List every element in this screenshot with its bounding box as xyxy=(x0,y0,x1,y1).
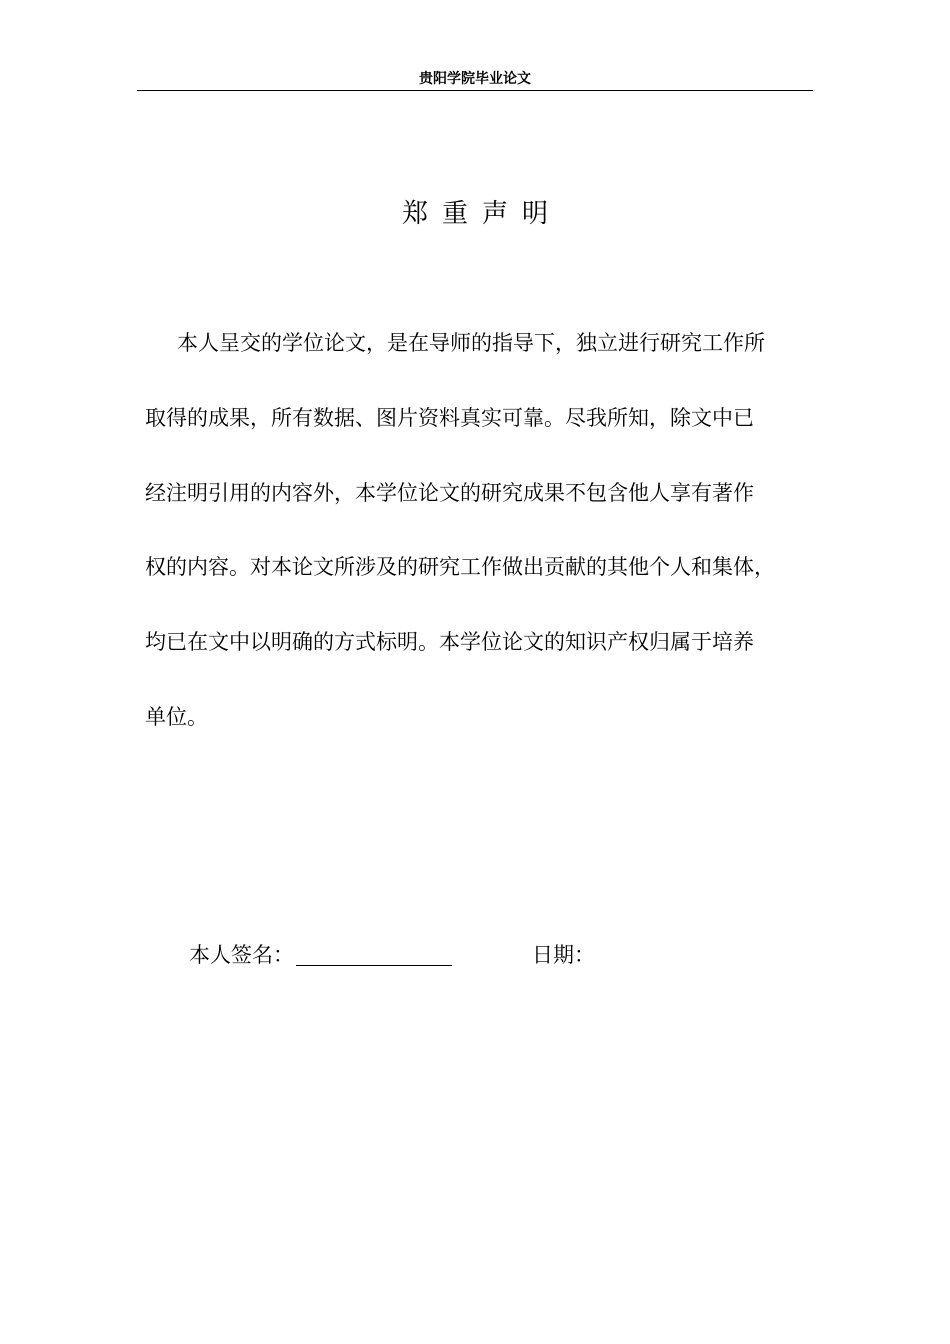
declaration-line: 取得的成果，所有数据、图片资料真实可靠。尽我所知，除文中已 xyxy=(145,406,754,430)
declaration-line: 权的内容。对本论文所涉及的研究工作做出贡献的其他个人和集体， xyxy=(145,555,775,579)
declaration-line: 本人呈交的学位论文，是在导师的指导下，独立进行研究工作所 xyxy=(177,331,765,355)
header-title: 贵阳学院毕业论文 xyxy=(419,71,531,87)
signature-blank-line xyxy=(296,940,452,966)
signature-row xyxy=(189,940,595,970)
header-rule xyxy=(137,90,813,91)
declaration-title: 郑重声明 xyxy=(401,199,562,229)
signature-label: 本人签名： xyxy=(189,943,294,967)
date-label: 日期： xyxy=(532,943,595,967)
declaration-line: 经注明引用的内容外，本学位论文的研究成果不包含他人享有著作 xyxy=(145,481,754,505)
declaration-line: 单位。 xyxy=(145,705,208,729)
declaration-line: 均已在文中以明确的方式标明。本学位论文的知识产权归属于培养 xyxy=(145,630,754,654)
